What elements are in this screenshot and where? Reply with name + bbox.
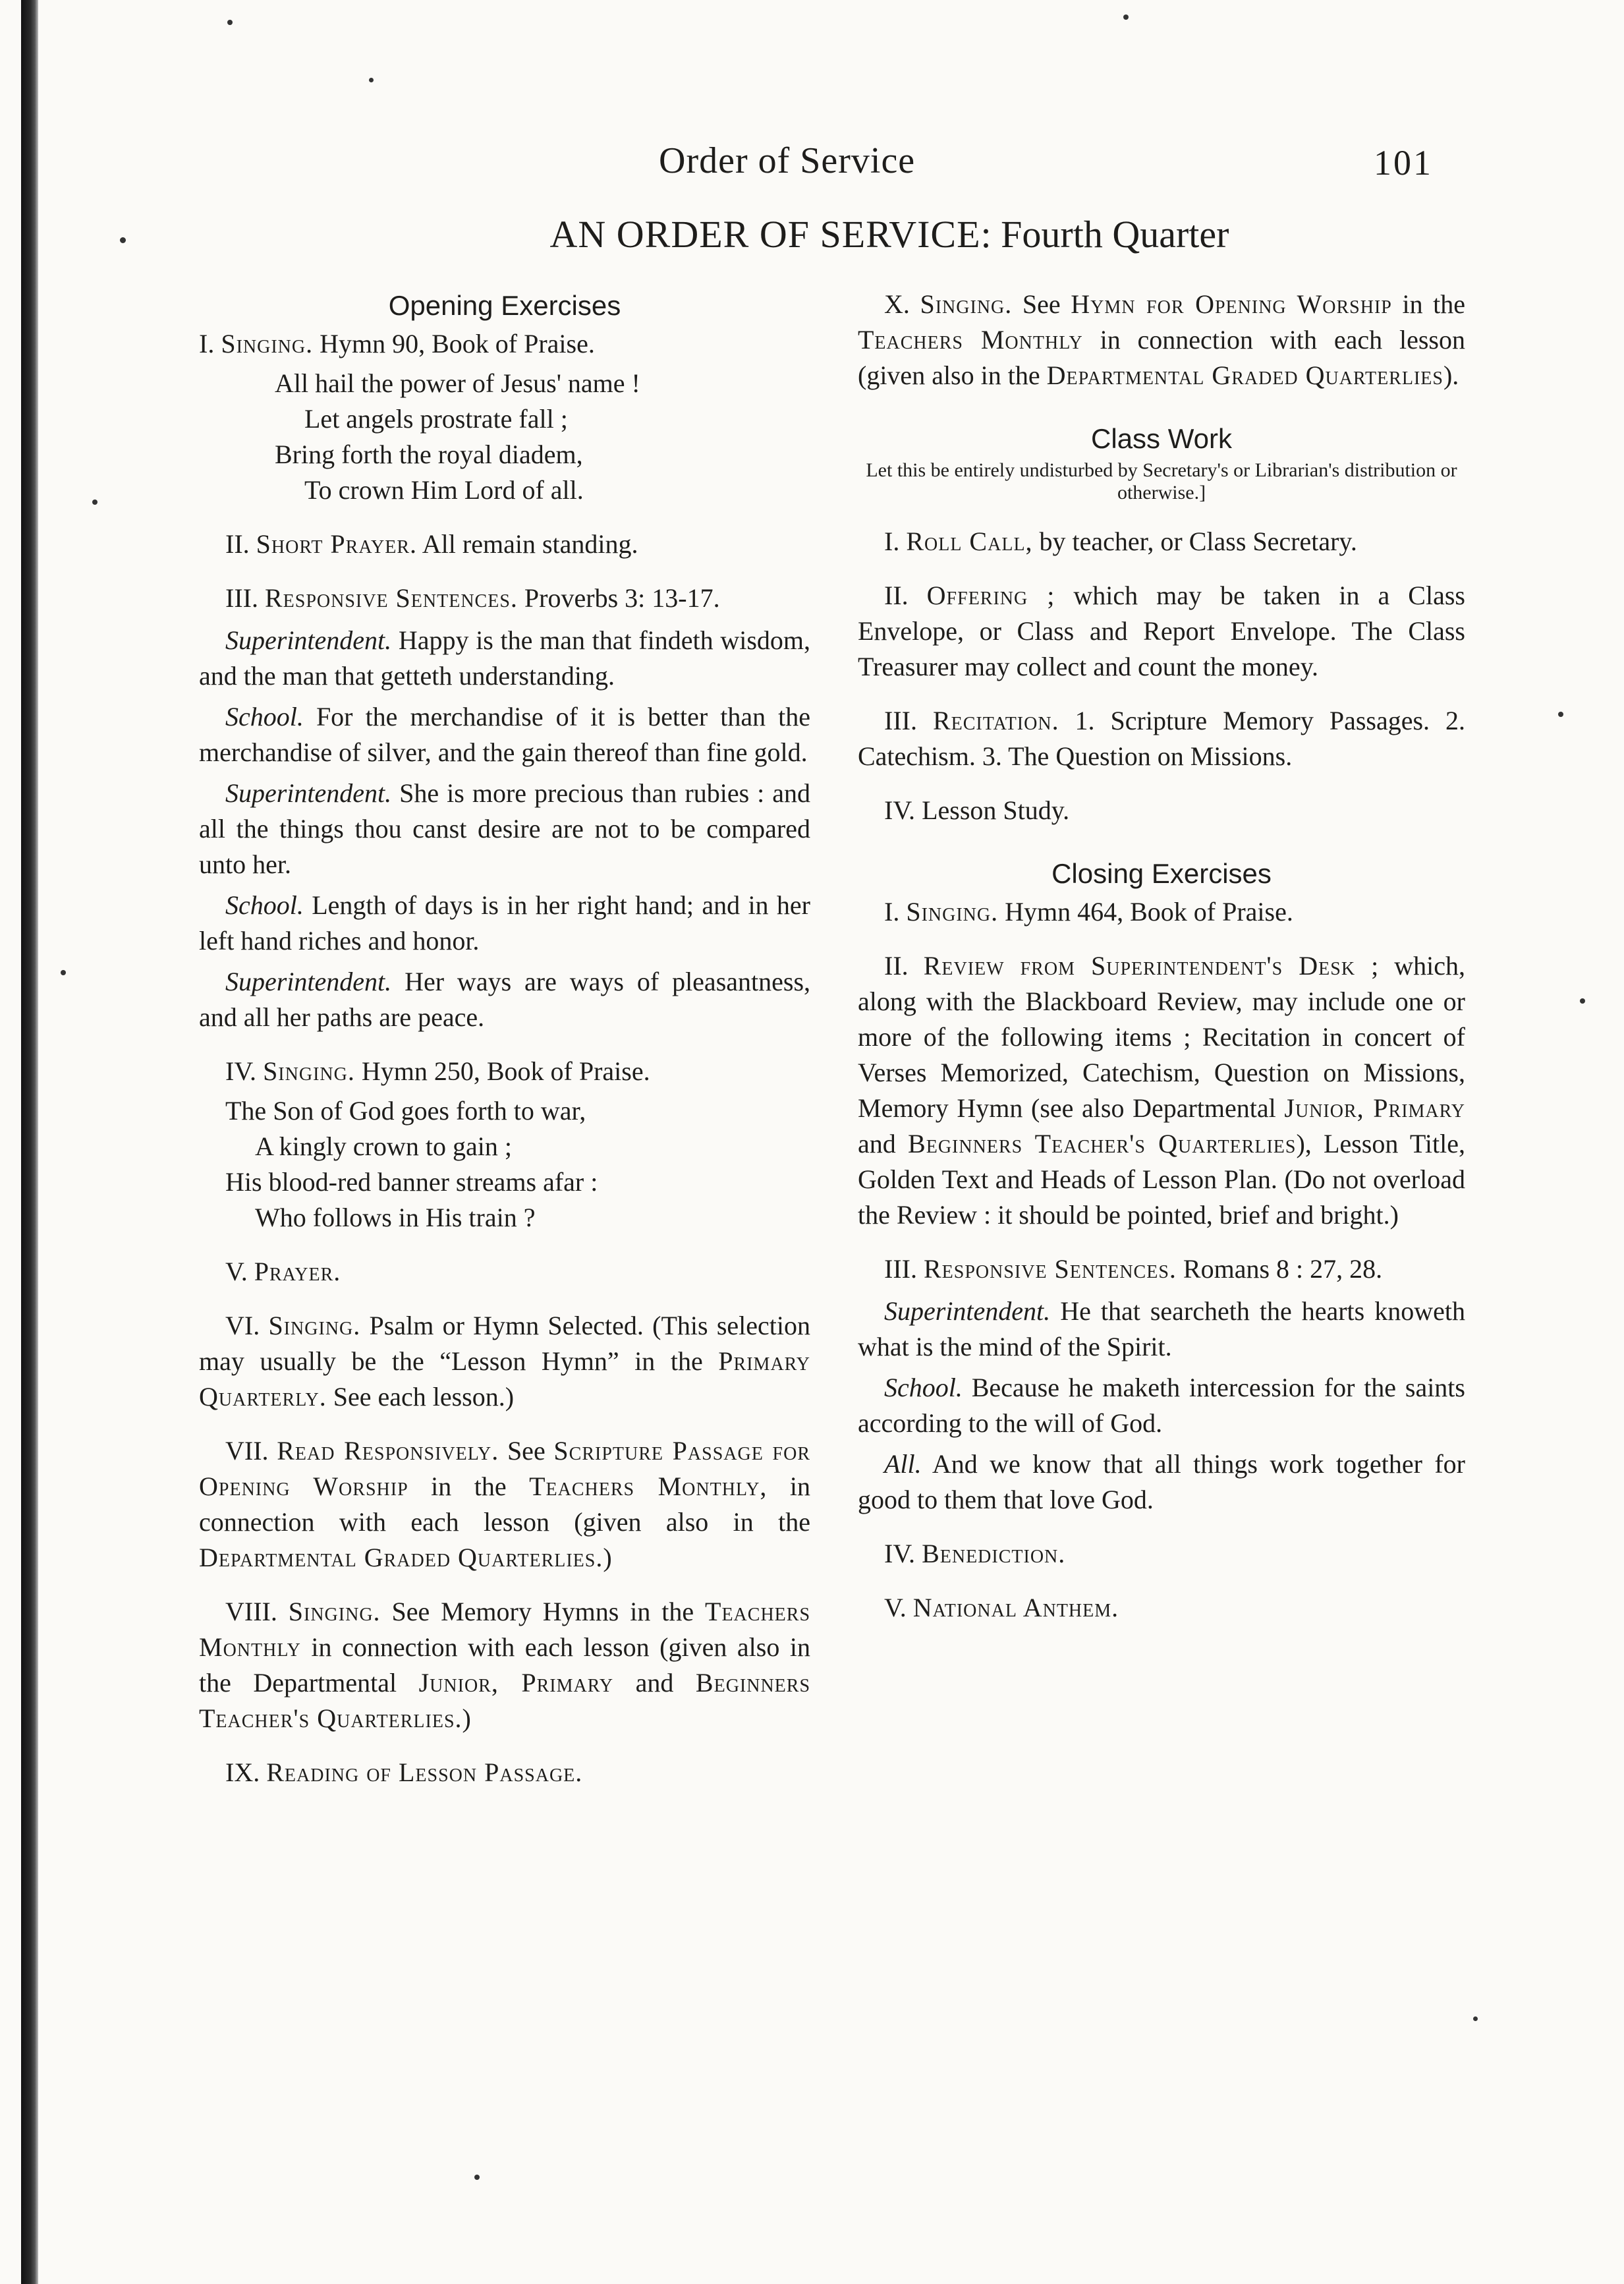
item-label: Responsive Sentences. xyxy=(264,583,518,613)
opening-item-x xyxy=(858,287,1465,393)
item-text: Hymn 250, Book of Praise. xyxy=(361,1056,650,1086)
response-text: And we know that all things work together for good to them that love God. xyxy=(858,1449,1465,1514)
verse-line: Who follows in His train ? xyxy=(255,1203,536,1232)
item-text: Lesson Study. xyxy=(922,795,1070,825)
item-number: IV. xyxy=(884,1539,916,1568)
item-text: in the xyxy=(1402,289,1466,319)
verse-line: A kingly crown to gain ; xyxy=(255,1131,512,1161)
item-text-smallcaps: Hymn for Opening Worship xyxy=(1071,289,1392,319)
closing-item-iv xyxy=(858,1536,1465,1572)
item-label: Singing. xyxy=(920,289,1013,319)
item-text: 1. Scripture Memory Passages. 2. Catechism. 3. The Question on Missions. xyxy=(858,706,1465,771)
class-work-heading: Class Work xyxy=(1091,423,1232,454)
item-text: See xyxy=(1022,289,1061,319)
item-number: III. xyxy=(225,583,258,613)
verse-line: To crown Him Lord of all. xyxy=(304,475,584,505)
item-text-smallcaps: Primary Quarterly. xyxy=(199,1346,811,1412)
item-text: and xyxy=(635,1668,674,1698)
scan-speck xyxy=(227,20,233,25)
item-text: ), Lesson Title, Golden Text and Heads of Lesson Plan. (Do not overload the Review : it should be pointed, brief and bright.) xyxy=(858,1129,1466,1230)
item-label: National Anthem. xyxy=(912,1593,1119,1622)
speaker: School. xyxy=(225,890,304,920)
response xyxy=(199,776,810,882)
item-text-smallcaps: Junior, Primary xyxy=(418,1668,614,1698)
item-text: by teacher, or Class Secretary. xyxy=(1039,527,1357,556)
item-text: Psalm or Hymn Selected. (This selection may usually be the “Lesson Hymn” in the xyxy=(199,1311,811,1376)
item-number: II. xyxy=(884,581,909,610)
item-text-smallcaps: Departmental Graded Quarterlies. xyxy=(199,1543,603,1572)
item-label: Short Prayer. xyxy=(256,529,417,559)
opening-item-i xyxy=(199,326,810,362)
scan-speck xyxy=(120,237,126,243)
closing-exercises-heading: Closing Exercises xyxy=(1051,858,1272,889)
item-label: Singing. xyxy=(221,329,314,358)
class-work-note: Let this be entirely undisturbed by Secretary's or Librarian's distribution or otherwise.] xyxy=(866,459,1457,503)
item-text: which may be taken in a Class Envelope, or Class and Report Envelope. The Class Treasurer may collect and count the money. xyxy=(858,581,1465,681)
opening-item-ix xyxy=(199,1755,810,1790)
item-label: Singing. xyxy=(263,1056,355,1086)
item-label: Review from Superintendent's Desk ; xyxy=(923,951,1380,981)
response-text: Her ways are ways of pleasantness, and all her paths are peace. xyxy=(199,967,811,1032)
scan-speck xyxy=(92,500,98,505)
closing-item-i xyxy=(858,894,1465,930)
item-label: Singing. xyxy=(288,1597,381,1626)
book-binding-shadow xyxy=(21,0,38,2284)
item-label: Roll Call, xyxy=(906,527,1033,556)
item-text: in connection with each lesson (given also in the xyxy=(199,1471,811,1537)
item-number: V. xyxy=(225,1257,248,1286)
title-main: AN ORDER OF SERVICE xyxy=(549,213,981,256)
item-number: VII. xyxy=(225,1436,269,1466)
right-column xyxy=(858,287,1465,1644)
item-text: See xyxy=(507,1436,546,1466)
item-text: ) xyxy=(462,1703,471,1733)
item-text-smallcaps: Teachers Monthly xyxy=(199,1597,811,1662)
speaker: Superintendent. xyxy=(225,967,392,996)
verse-line: Let angels prostrate fall ; xyxy=(304,404,568,434)
response xyxy=(199,623,810,694)
item-text-smallcaps: Departmental Graded Quarterlies xyxy=(1046,360,1443,390)
class-work-item-iv xyxy=(858,793,1465,828)
opening-exercises-heading: Opening Exercises xyxy=(388,290,621,321)
item-number: II. xyxy=(884,951,909,981)
response-text: She is more precious than rubies : and all the things thou canst desire are not to be compared unto her. xyxy=(199,778,810,879)
scan-speck xyxy=(474,2175,480,2180)
item-text: in connection with each lesson (given also in the Departmental xyxy=(199,1632,811,1698)
opening-item-vii xyxy=(199,1433,810,1576)
closing-item-v xyxy=(858,1590,1465,1626)
item-text: ) xyxy=(603,1543,612,1572)
item-text: in the xyxy=(431,1471,507,1501)
opening-item-iii xyxy=(199,581,810,616)
item-text-smallcaps: Beginners Teacher's Quarterlies. xyxy=(199,1668,811,1733)
hymn-90-verse xyxy=(199,366,810,508)
item-label: Singing. xyxy=(906,897,999,927)
item-text: See Memory Hymns in the xyxy=(391,1597,694,1626)
item-text-smallcaps: Junior, Primary xyxy=(1284,1093,1465,1123)
item-number: III. xyxy=(884,706,917,735)
verse-line: Bring forth the royal diadem, xyxy=(275,440,583,469)
item-text: Proverbs 3: 13-17. xyxy=(524,583,720,613)
page-title xyxy=(198,212,1581,256)
scan-speck xyxy=(1473,2016,1478,2021)
hymn-250-verse xyxy=(199,1093,810,1236)
item-text: Hymn 464, Book of Praise. xyxy=(1005,897,1293,927)
opening-item-v xyxy=(199,1254,810,1290)
speaker: School. xyxy=(884,1373,963,1402)
scan-speck xyxy=(61,970,66,975)
verse-line: All hail the power of Jesus' name ! xyxy=(275,368,640,398)
item-number: II. xyxy=(225,529,250,559)
left-column xyxy=(199,287,810,1809)
item-number: I. xyxy=(199,329,215,358)
page-number: 101 xyxy=(1374,143,1433,183)
item-text: ). xyxy=(1443,360,1459,390)
item-number: IV. xyxy=(884,795,916,825)
item-text: Romans 8 : 27, 28. xyxy=(1183,1254,1383,1284)
opening-item-viii xyxy=(199,1594,810,1736)
item-label: Offering ; xyxy=(926,581,1055,610)
verse-line: The Son of God goes forth to war, xyxy=(225,1096,586,1126)
item-text: See each lesson.) xyxy=(333,1382,515,1412)
speaker: Superintendent. xyxy=(884,1296,1051,1326)
item-number: III. xyxy=(884,1254,917,1284)
scan-speck xyxy=(1123,14,1129,20)
item-number: VI. xyxy=(225,1311,260,1340)
opening-item-vi xyxy=(199,1308,810,1415)
response xyxy=(858,1294,1465,1365)
item-text-smallcaps: Teachers Monthly, xyxy=(529,1471,768,1501)
response xyxy=(199,964,810,1035)
speaker: All. xyxy=(884,1449,922,1479)
item-text-smallcaps: Teachers Monthly xyxy=(858,325,1083,355)
response-text: Because he maketh intercession for the saints according to the will of God. xyxy=(858,1373,1465,1438)
class-work-item-iii xyxy=(858,703,1465,774)
response xyxy=(858,1370,1465,1441)
item-label: Reading of Lesson Passage. xyxy=(266,1757,583,1787)
response-text: Happy is the man that findeth wisdom, and the man that getteth understanding. xyxy=(199,625,810,691)
item-text-smallcaps: Scripture Passage for Opening Worship xyxy=(199,1436,810,1501)
response-text: He that searcheth the hearts knoweth what is the mind of the Spirit. xyxy=(858,1296,1466,1361)
running-head: Order of Service xyxy=(659,140,916,181)
item-number: I. xyxy=(884,527,900,556)
scan-speck xyxy=(1580,998,1585,1004)
item-number: X. xyxy=(884,289,910,319)
item-label: Benediction. xyxy=(922,1539,1066,1568)
opening-item-iv xyxy=(199,1054,810,1089)
class-work-item-ii xyxy=(858,578,1465,685)
response xyxy=(199,699,810,770)
scan-speck xyxy=(369,78,374,82)
item-text: All remain standing. xyxy=(422,529,638,559)
title-quarter: : Fourth Quarter xyxy=(980,213,1229,256)
item-text: and xyxy=(858,1129,896,1158)
item-label: Read Responsively. xyxy=(277,1436,499,1466)
item-label: Singing. xyxy=(268,1311,361,1340)
item-number: I. xyxy=(884,897,900,927)
response xyxy=(858,1446,1465,1518)
item-label: Recitation. xyxy=(932,706,1059,735)
speaker: Superintendent. xyxy=(225,778,392,808)
opening-item-ii xyxy=(199,527,810,562)
verse-line: His blood-red banner streams afar : xyxy=(225,1167,598,1197)
response-text: For the merchandise of it is better than the merchandise of silver, and the gain thereof than fine gold. xyxy=(199,702,811,767)
response xyxy=(199,888,810,959)
closing-item-ii xyxy=(858,948,1465,1233)
class-work-item-i xyxy=(858,524,1465,559)
item-label: Responsive Sentences. xyxy=(923,1254,1177,1284)
response-text: Length of days is in her right hand; and in her left hand riches and honor. xyxy=(199,890,810,956)
speaker: Superintendent. xyxy=(225,625,392,655)
item-number: IV. xyxy=(225,1056,257,1086)
item-text-smallcaps: Beginners Teacher's Quarterlies xyxy=(908,1129,1297,1158)
item-text: which, along with the Blackboard Review, may include one or more of the following items ; Recitation in concert of Verses Memorized, Catechism, Question on Missions, Memory Hymn (see also Departmental xyxy=(858,951,1466,1123)
closing-item-iii xyxy=(858,1251,1465,1287)
speaker: School. xyxy=(225,702,304,731)
item-number: VIII. xyxy=(225,1597,277,1626)
item-number: V. xyxy=(884,1593,907,1622)
item-label: Prayer. xyxy=(254,1257,341,1286)
scan-speck xyxy=(1558,712,1563,717)
item-text: Hymn 90, Book of Praise. xyxy=(320,329,595,358)
item-number: IX. xyxy=(225,1757,260,1787)
item-text: in connection with each lesson (given also in the xyxy=(858,325,1465,390)
